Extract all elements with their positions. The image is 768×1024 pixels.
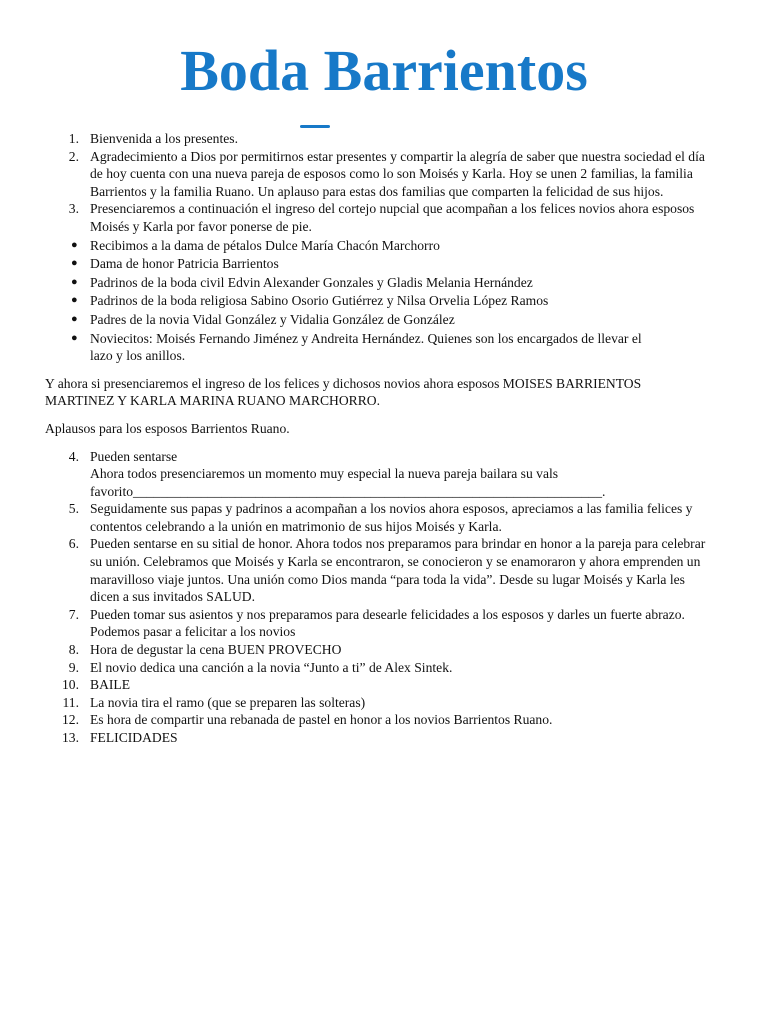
- program-item: [45, 130, 730, 148]
- item-text: [90, 659, 730, 677]
- program-item: [45, 448, 730, 501]
- bullet-text: [90, 330, 730, 365]
- item-text: [90, 148, 730, 201]
- program-item: [45, 711, 730, 729]
- text-line: Padrinos de la boda religiosa Sabino Osorio Gutiérrez y Nilsa Orvelia López Ramos: [90, 293, 549, 309]
- text-line: Es hora de compartir una rebanada de pastel en honor a los novios Barrientos Ruano.: [90, 712, 553, 728]
- bullet-item: [45, 237, 730, 255]
- document-body: [45, 130, 730, 747]
- item-text: [90, 641, 730, 659]
- text-line: lazo y los anillos.: [90, 348, 186, 364]
- text-line: MARTINEZ Y KARLA MARINA RUANO MARCHORRO.: [45, 393, 381, 409]
- text-line: Agradecimiento a Dios por permitirnos estar presentes y compartir la alegría de saber que nuestra sociedad el día: [90, 148, 705, 164]
- text-line: contentos celebrando a la unión en matrimonio de sus hijos Moisés y Karla.: [90, 518, 502, 534]
- text-line: Ahora todos presenciaremos un momento muy especial la nueva pareja bailara su vals: [90, 466, 559, 482]
- title-underline-mark: [300, 125, 330, 128]
- bullet-item: [45, 255, 730, 273]
- text-line: Padres de la novia Vidal González y Vidalia González de González: [90, 311, 455, 327]
- applause-paragraph: [45, 420, 730, 438]
- item-number: 11.: [62, 694, 79, 710]
- text-line: Noviecitos: Moisés Fernando Jiménez y Andreita Hernández. Quienes son los encargados de llevar el: [90, 330, 642, 346]
- program-item: [45, 535, 730, 605]
- bullet-item: [45, 292, 730, 310]
- text-line: Pueden tomar sus asientos y nos preparamos para desearle felicidades a los esposos y darles un fuerte abrazo.: [90, 606, 685, 622]
- text-line: Dama de honor Patricia Barrientos: [90, 256, 279, 272]
- text-line: maravilloso viaje juntos. Una unión como Dios manda “para toda la vida”. Desde su lugar Moisés y Karla les: [90, 571, 685, 587]
- item-number: 13.: [62, 730, 79, 745]
- bullet-dot-icon: ●: [71, 257, 78, 270]
- text-line: FELICIDADES: [90, 730, 178, 745]
- bullet-dot-icon: ●: [71, 275, 78, 288]
- bullet-dot-icon: ●: [71, 331, 78, 344]
- bullet-dot-icon: ●: [71, 312, 78, 325]
- item-text: [90, 448, 730, 501]
- item-number: 8.: [68, 642, 79, 658]
- program-list-part-two: [45, 448, 730, 747]
- program-item: [45, 641, 730, 659]
- bullet-text: [90, 255, 730, 273]
- text-line: Aplausos para los esposos Barrientos Ruano.: [45, 420, 290, 436]
- item-number: 9.: [68, 659, 79, 675]
- bullet-text: [90, 292, 730, 310]
- bullet-text: [90, 237, 730, 255]
- text-line: Y ahora si presenciaremos el ingreso de los felices y dichosos novios ahora esposos MOISES BARRIENTOS: [45, 375, 642, 391]
- program-item: [45, 676, 730, 694]
- item-text: [90, 130, 730, 148]
- text-line: Hora de degustar la cena BUEN PROVECHO: [90, 642, 342, 658]
- item-text: [90, 200, 730, 235]
- item-text: [90, 711, 730, 729]
- text-line: Seguidamente sus papas y padrinos a acompañan a los novios ahora esposos, apreciamos a las familia felices y: [90, 501, 693, 517]
- text-line: Presenciaremos a continuación el ingreso del cortejo nupcial que acompañan a los felices novios ahora esposos: [90, 201, 695, 217]
- program-item: [45, 606, 730, 641]
- item-text: [90, 535, 730, 605]
- text-line: El novio dedica una canción a la novia “Junto a ti” de Alex Sintek.: [90, 659, 453, 675]
- text-line: dicen a sus invitados SALUD.: [90, 589, 255, 605]
- bullet-text: [90, 311, 730, 329]
- text-line: Recibimos a la dama de pétalos Dulce María Chacón Marchorro: [90, 237, 440, 253]
- item-number: 12.: [62, 712, 79, 728]
- page-title: Boda Barrientos: [180, 38, 588, 103]
- text-line: Padrinos de la boda civil Edvin Alexander Gonzales y Gladis Melania Hernández: [90, 274, 533, 290]
- text-line: La novia tira el ramo (que se preparen las solteras): [90, 694, 366, 710]
- item-number: 1.: [68, 131, 79, 146]
- program-list-part-one: [45, 130, 730, 236]
- program-item: [45, 694, 730, 712]
- text-line: Barrientos y la familia Ruano. Un aplauso para estas dos familias que comparten la felicidad de sus hijos.: [90, 183, 664, 199]
- item-number: 5.: [68, 501, 79, 517]
- item-text: [90, 694, 730, 712]
- item-text: [90, 500, 730, 535]
- text-line: de hoy cuenta con una nueva pareja de esposos como lo son Moisés y Karla. Hoy se unen 2 familias, la familia: [90, 166, 693, 182]
- bullet-item: [45, 330, 730, 365]
- entrance-paragraph: [45, 375, 730, 410]
- text-line: BAILE: [90, 677, 131, 693]
- item-text: [90, 606, 730, 641]
- program-item: [45, 200, 730, 235]
- text-line: su unión. Celebramos que Moisés y Karla se encontraron, se conocieron y se enamoraron y ahora emprenden un: [90, 554, 701, 570]
- item-number: 3.: [68, 201, 79, 217]
- bullet-dot-icon: ●: [71, 238, 78, 251]
- program-item: [45, 729, 730, 747]
- program-item: [45, 500, 730, 535]
- program-item: [45, 659, 730, 677]
- item-text: [90, 676, 730, 694]
- bullet-item: [45, 311, 730, 329]
- bullet-item: [45, 274, 730, 292]
- item-number: 10.: [62, 677, 79, 693]
- cortejo-bullet-list: [45, 237, 730, 365]
- bullet-dot-icon: ●: [71, 294, 78, 307]
- text-line: Bienvenida a los presentes.: [90, 131, 238, 146]
- item-number: 7.: [68, 606, 79, 622]
- text-line: Moisés y Karla por favor ponerse de pie.: [90, 218, 312, 234]
- text-line: favorito_____________________________________________________________________.: [90, 483, 606, 499]
- item-number: 6.: [68, 536, 79, 552]
- text-line: Pueden sentarse en su sitial de honor. Ahora todos nos preparamos para brindar en honor a la pareja para celebrar: [90, 536, 706, 552]
- item-text: [90, 729, 730, 747]
- program-item: [45, 148, 730, 201]
- text-line: Podemos pasar a felicitar a los novios: [90, 624, 296, 640]
- item-number: 4.: [68, 448, 79, 464]
- text-line: Pueden sentarse: [90, 448, 178, 464]
- bullet-text: [90, 274, 730, 292]
- item-number: 2.: [68, 148, 79, 164]
